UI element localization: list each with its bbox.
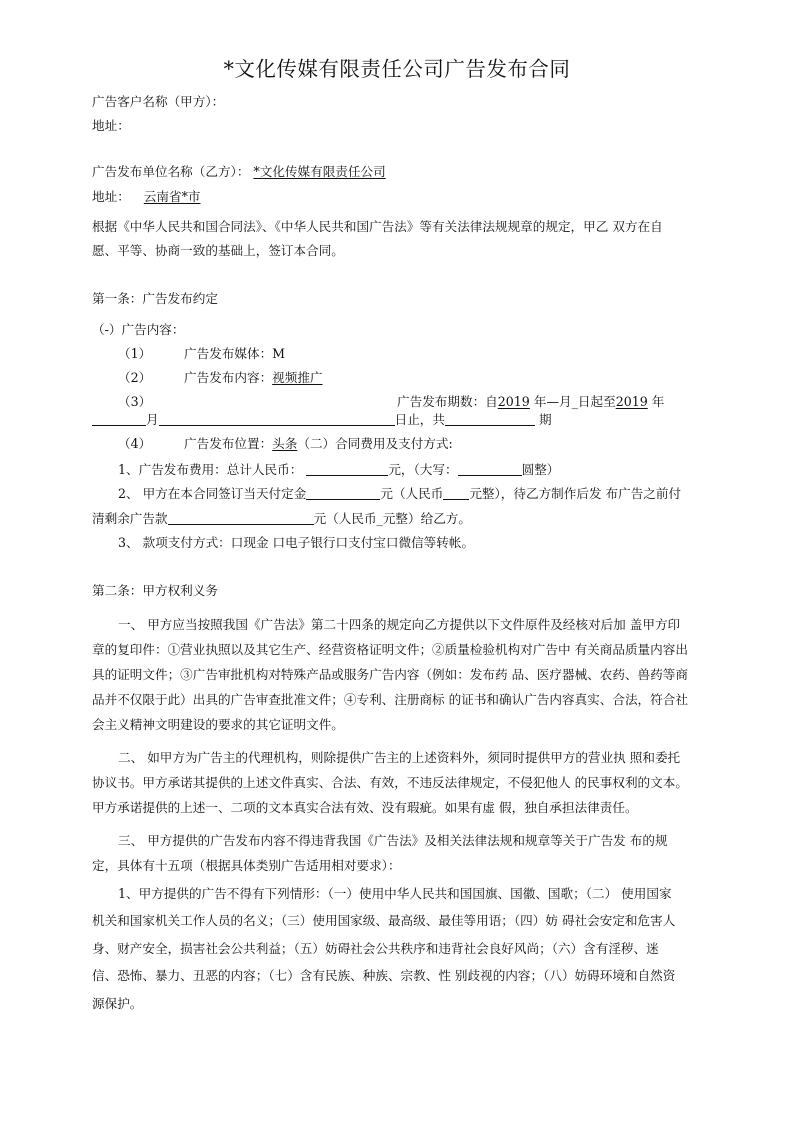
article2-line: 具的证明文件；③广告审批机构对特殊产品或服务广告内容（例如：发布药 品、医疗器械、农药、兽药等商 [92, 667, 688, 682]
fee-2-d: 清剩余广告款 [92, 511, 168, 526]
item-2-num: （2） [118, 370, 152, 385]
deposit-blank [306, 486, 380, 500]
deposit-rmb-blank [443, 486, 469, 500]
article2-line: 1、甲方提供的广告不得有下列情形：（一）使用中华人民共和国国旗、国徽、国歌；（二） 使用国家 [118, 886, 672, 901]
article2-line: 机关和国家机关工作人员的名义；（三）使用国家级、最高级、最佳等用语；（四）妨 碍社会安定和危害人 [92, 913, 676, 928]
item-3-period-unit: 期 [538, 412, 552, 427]
fee-1-c: 圆整） [521, 462, 560, 477]
party-b-name-line [92, 163, 386, 180]
item-4-label: 广告发布位置： [184, 436, 273, 451]
fee-line-1 [118, 461, 559, 478]
count-blank [445, 412, 535, 426]
article2-line: 协议书。甲方承诺其提供的上述文件真实、合法、有效，不违反法律规定，不侵犯他人 的民事权利的文本。 [92, 775, 688, 790]
item-3-day: 日止，共 [394, 412, 445, 427]
balance-blank [168, 511, 314, 525]
item-2-label: 广告发布内容： [184, 370, 273, 385]
preamble-line-2: 愿、平等、协商一致的基础上，签订本合同。 [92, 243, 344, 258]
article2-line: 一、 甲方应当按照我国《广告法》第二十四条的规定向乙方提供以下文件原件及经核对后加 盖甲方印 [118, 617, 681, 632]
article2-line: 三、 甲方提供的广告发布内容不得违背我国《广告法》及相关法律法规和规章等关于广告发 布的规 [118, 833, 668, 848]
fee-line-2 [118, 485, 681, 502]
article2-line: 甲方承诺提供的上述一、二项的文本真实合法有效、没有瑕疵。如果有虚 假，独自承担法律责任。 [92, 800, 638, 815]
party-b-address-line [92, 188, 200, 205]
party-a-name-label: 广告客户名称（甲方）： [92, 94, 225, 109]
item-2 [118, 369, 323, 386]
item-1-num: （1） [118, 346, 152, 361]
item-3-text-a: 广告发布期数：自 [397, 394, 498, 409]
article2-line: 品并不仅限于此）出具的广告审查批准文件；④专利、注册商标 的证书和确认广告内容真实、合法，符合社 [92, 692, 688, 707]
item-3-text-b: 年—月_日起至 [533, 394, 616, 409]
item-3-text-c: 年 [651, 394, 665, 409]
fee-line-3: 3、 款项支付方式：口现金 口电子银行口支付宝口微信等转帐。 [118, 535, 475, 550]
article2-line: 定，具体有十五项（根据具体类别广告适用相对要求）： [92, 858, 401, 873]
month-blank [92, 412, 146, 426]
contract-title: *文化传媒有限责任公司广告发布合同 [223, 57, 571, 81]
preamble-line-1: 根据《中华人民共和国合同法》、《中华人民共和国广告法》等有关法律法规规章的规定，甲乙 双方在自 [92, 219, 663, 234]
item-3-period [397, 393, 664, 410]
fee-total-blank [306, 462, 388, 476]
party-b-address-value: 云南省*市 [143, 189, 201, 204]
article2-line: 信、恐怖、暴力、丑恶的内容；（七）含有民族、种族、宗教、性 别歧视的内容；（八）妨碍环境和自然资 [92, 968, 676, 983]
fee-line-2-cont [92, 510, 471, 527]
fee-daxie-blank [458, 462, 522, 476]
article2-heading: 第二条：甲方权利义务 [92, 583, 218, 598]
fee-1-a: 1、广告发布费用：总计人民币： [118, 462, 303, 477]
party-b-address-label: 地址： [92, 189, 130, 204]
item-1 [118, 345, 285, 362]
fee-2-b: 元（人民币 [380, 486, 444, 501]
article2-line: 身、财产安全，损害社会公共利益；（五）妨碍社会公共秩序和违背社会良好风尚；（六）含有淫秽、迷 [92, 941, 659, 956]
item-3-num: （3） [118, 394, 152, 409]
item-1-text: 广告发布媒体：M [184, 346, 286, 361]
party-b-name-value: *文化传媒有限责任公司 [253, 164, 386, 179]
party-a-address-label: 地址： [92, 118, 130, 133]
item-3-continued [92, 411, 552, 428]
item-2-value: 视频推广 [272, 370, 323, 385]
article1-heading: 第一条：广告发布约定 [92, 291, 218, 306]
party-b-name-label: 广告发布单位名称（乙方）： [92, 164, 250, 179]
article2-line: 二、 如甲方为广告主的代理机构，则除提供广告主的上述资料外，须同时提供甲方的营业执 照和委托 [118, 750, 681, 765]
fee-2-c: 元整），待乙方制作后发 布广告之前付 [469, 486, 682, 501]
article2-line: 会主义精神文明建设的要求的其它证明文件。 [92, 717, 344, 732]
day-blank [159, 412, 395, 426]
article2-line: 章的复印件：①营业执照以及其它生产、经营资格证明文件；②质量检验机构对广告中 有关商品质量内容出 [92, 642, 688, 657]
fee-2-e: 元（人民币_元整）给乙方。 [313, 511, 471, 526]
item-4 [118, 435, 453, 452]
article2-line: 源保护。 [92, 996, 143, 1011]
fee-2-a: 2、 甲方在本合同签订当天付定金 [118, 486, 307, 501]
item-3-year-1: 2019 [497, 394, 530, 409]
item-4-num: （4） [118, 436, 152, 451]
fee-1-b: 元，（大写： [388, 462, 458, 477]
item-3-year-2: 2019 [615, 394, 648, 409]
item-4-value: 头条 [272, 436, 298, 451]
article1-sub1: （-）广告内容： [92, 322, 185, 337]
item-4-tail: （二）合同费用及支付方式: [297, 436, 453, 451]
item-3-month: 月 [146, 412, 159, 427]
